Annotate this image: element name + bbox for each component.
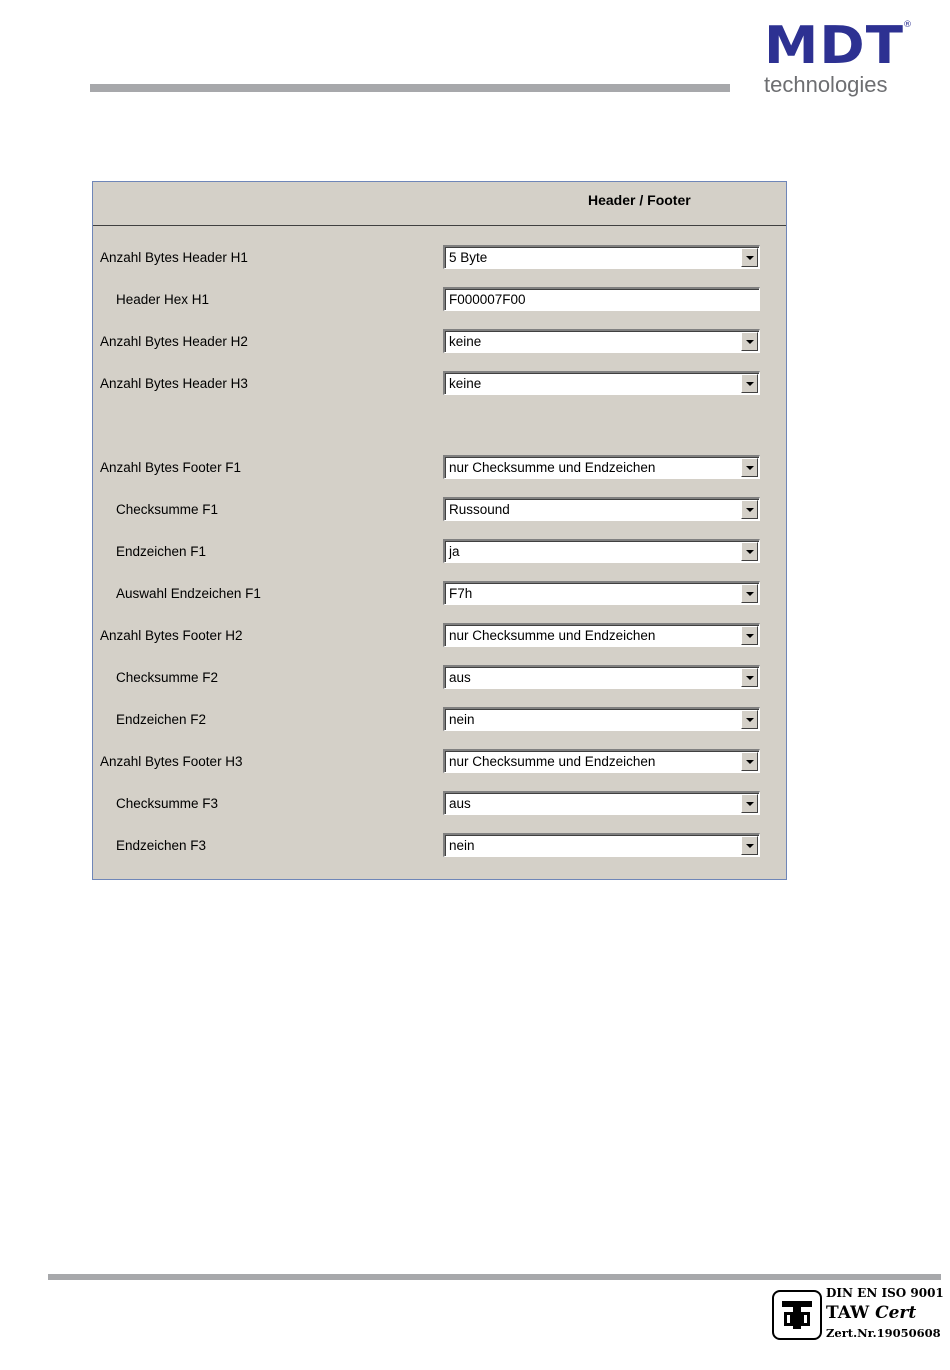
row-anzahl-bytes-footer-h2 <box>93 623 786 649</box>
header-hex-h1-input[interactable] <box>443 287 760 311</box>
endzeichen-f2-dropdown[interactable] <box>443 707 760 731</box>
dropdown-button[interactable] <box>741 668 758 687</box>
row-endzeichen-f2 <box>93 707 786 733</box>
row-endzeichen-f1 <box>93 539 786 565</box>
row-label: Checksumme F1 <box>116 502 219 517</box>
header-h1-dropdown[interactable] <box>443 245 760 269</box>
dropdown-button[interactable] <box>741 752 758 771</box>
row-label: Anzahl Bytes Header H3 <box>100 376 248 391</box>
chevron-down-icon <box>746 760 754 764</box>
row-endzeichen-f3 <box>93 833 786 859</box>
dropdown-button[interactable] <box>741 794 758 813</box>
dialog-header <box>93 182 786 226</box>
row-label: Endzeichen F1 <box>116 544 207 559</box>
row-anzahl-bytes-header-h3 <box>93 371 786 397</box>
field-value: keine <box>449 376 482 391</box>
cert-issuer-suffix: Cert <box>875 1303 917 1323</box>
footer-f1-dropdown[interactable] <box>443 455 760 479</box>
row-label: Anzahl Bytes Header H1 <box>100 250 248 265</box>
field-value: 5 Byte <box>449 250 488 265</box>
dropdown-button[interactable] <box>741 626 758 645</box>
row-anzahl-bytes-header-h2 <box>93 329 786 355</box>
row-header-hex-h1 <box>93 287 786 313</box>
row-label: Checksumme F3 <box>116 796 219 811</box>
chevron-down-icon <box>746 340 754 344</box>
row-checksumme-f1 <box>93 497 786 523</box>
field-value: F7h <box>449 586 473 601</box>
footer-rule <box>48 1274 941 1280</box>
row-label: Checksumme F2 <box>116 670 219 685</box>
field-value: nur Checksumme und Endzeichen <box>449 754 656 769</box>
taw-emblem-icon <box>780 1298 814 1332</box>
dropdown-button[interactable] <box>741 374 758 393</box>
dropdown-button[interactable] <box>741 332 758 351</box>
field-value: nur Checksumme und Endzeichen <box>449 460 656 475</box>
header-h3-dropdown[interactable] <box>443 371 760 395</box>
logo-mark: MDT <box>764 16 905 76</box>
dropdown-button[interactable] <box>741 584 758 603</box>
chevron-down-icon <box>746 676 754 680</box>
field-value: F000007F00 <box>449 292 526 307</box>
field-value: nein <box>449 838 475 853</box>
chevron-down-icon <box>746 256 754 260</box>
field-value: aus <box>449 670 471 685</box>
row-label: Anzahl Bytes Footer F1 <box>100 460 242 475</box>
cert-issuer <box>826 1303 916 1323</box>
chevron-down-icon <box>746 382 754 386</box>
row-label: Anzahl Bytes Footer H2 <box>100 628 243 643</box>
chevron-down-icon <box>746 592 754 596</box>
chevron-down-icon <box>746 802 754 806</box>
chevron-down-icon <box>746 550 754 554</box>
chevron-down-icon <box>746 508 754 512</box>
checksumme-f1-dropdown[interactable] <box>443 497 760 521</box>
dropdown-button[interactable] <box>741 836 758 855</box>
checksumme-f2-dropdown[interactable] <box>443 665 760 689</box>
field-value: nein <box>449 712 475 727</box>
logo-subtitle: technologies <box>764 72 888 97</box>
cert-number: Zert.Nr.19050608 <box>826 1326 941 1340</box>
endzeichen-f3-dropdown[interactable] <box>443 833 760 857</box>
checksumme-f3-dropdown[interactable] <box>443 791 760 815</box>
auswahl-endzeichen-f1-dropdown[interactable] <box>443 581 760 605</box>
dropdown-button[interactable] <box>741 500 758 519</box>
row-auswahl-endzeichen-f1 <box>93 581 786 607</box>
logo-registered-mark: ® <box>903 20 912 30</box>
field-value: nur Checksumme und Endzeichen <box>449 628 656 643</box>
header-h2-dropdown[interactable] <box>443 329 760 353</box>
field-value: aus <box>449 796 471 811</box>
cert-issuer-name: TAW <box>826 1303 870 1323</box>
chevron-down-icon <box>746 466 754 470</box>
chevron-down-icon <box>746 844 754 848</box>
dropdown-button[interactable] <box>741 710 758 729</box>
dropdown-button[interactable] <box>741 458 758 477</box>
field-value: Russound <box>449 502 510 517</box>
footer-h3-dropdown[interactable] <box>443 749 760 773</box>
field-value: ja <box>449 544 460 559</box>
field-value: keine <box>449 334 482 349</box>
row-label: Endzeichen F2 <box>116 712 207 727</box>
row-label: Anzahl Bytes Header H2 <box>100 334 248 349</box>
row-checksumme-f2 <box>93 665 786 691</box>
endzeichen-f1-dropdown[interactable] <box>443 539 760 563</box>
row-label: Header Hex H1 <box>116 292 210 307</box>
parameter-dialog <box>92 181 787 880</box>
row-anzahl-bytes-footer-f1 <box>93 455 786 481</box>
footer-h2-dropdown[interactable] <box>443 623 760 647</box>
mdt-logo <box>760 16 920 100</box>
cert-standard: DIN EN ISO 9001 <box>826 1286 944 1300</box>
taw-cert-logo-icon <box>772 1290 822 1340</box>
row-label: Anzahl Bytes Footer H3 <box>100 754 243 769</box>
row-label: Endzeichen F3 <box>116 838 207 853</box>
row-checksumme-f3 <box>93 791 786 817</box>
chevron-down-icon <box>746 634 754 638</box>
dropdown-button[interactable] <box>741 542 758 561</box>
iso-certificate <box>770 1286 944 1346</box>
header-rule <box>90 84 730 92</box>
dropdown-button[interactable] <box>741 248 758 267</box>
dialog-title: Header / Footer <box>588 192 691 208</box>
row-anzahl-bytes-header-h1 <box>93 245 786 271</box>
chevron-down-icon <box>746 718 754 722</box>
row-anzahl-bytes-footer-h3 <box>93 749 786 775</box>
row-label: Auswahl Endzeichen F1 <box>116 586 261 601</box>
